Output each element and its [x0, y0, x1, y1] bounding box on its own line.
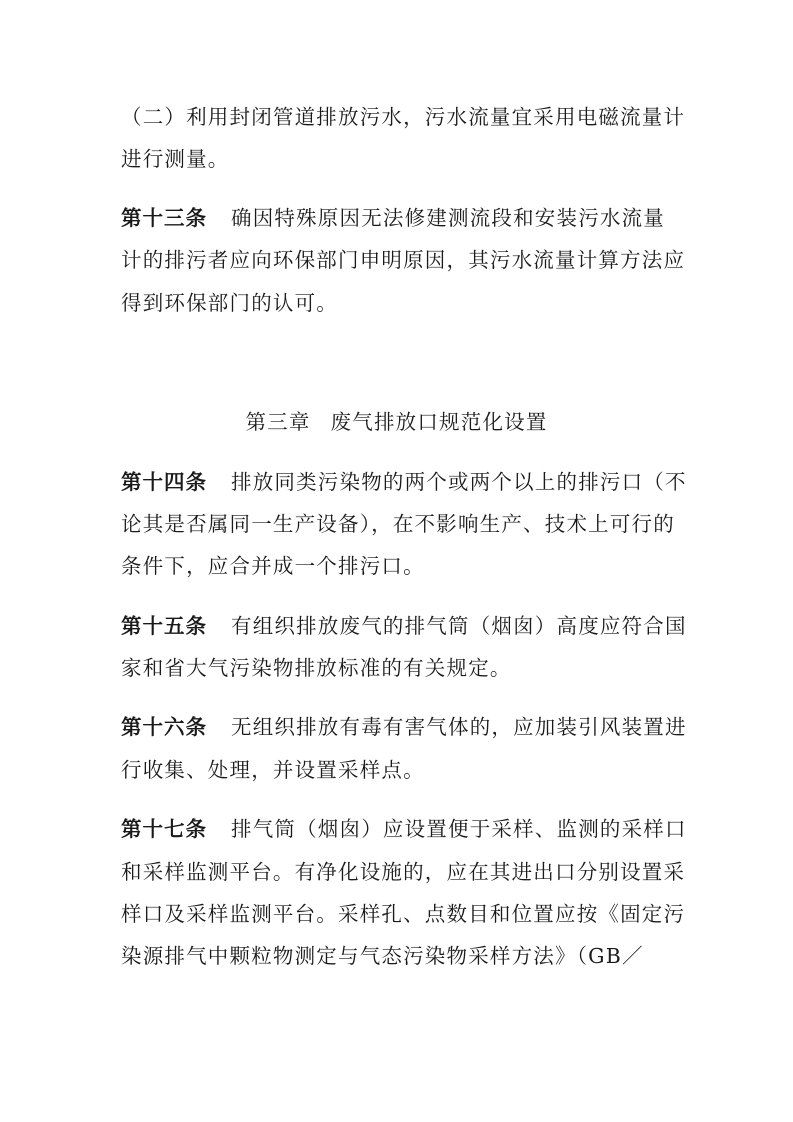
article-14-line-2: 论其是否属同一生产设备），在不影响生产、技术上可行的	[121, 512, 675, 536]
article-17-line-1	[121, 816, 687, 842]
item2-line-2: 进行测量。	[121, 147, 230, 171]
article-14-line-3: 条件下，应合并成一个排污口。	[121, 554, 425, 578]
item2-line-1: （二）利用封闭管道排放污水，污水流量宜采用电磁流量计	[121, 105, 686, 129]
article-14-line-1	[121, 469, 687, 495]
article-15-line-1	[121, 613, 687, 639]
chapter-title: 废气排放口规范化设置	[330, 410, 548, 434]
chapter-number: 第三章	[245, 410, 311, 434]
article-17-label: 第十七条	[121, 817, 207, 841]
article-14-label: 第十四条	[121, 470, 207, 494]
article-15-label: 第十五条	[121, 614, 207, 638]
article-17-line-3: 样口及采样监测平台。采样孔、点数目和位置应按《固定污	[121, 902, 686, 926]
article-13-label: 第十三条	[121, 206, 207, 230]
article-13-line-2: 计的排污者应向环保部门申明原因，其污水流量计算方法应	[121, 248, 686, 272]
article-13-text-1: 确因特殊原因无法修建测流段和安装污水流量	[231, 206, 665, 230]
article-14-text-1: 排放同类污染物的两个或两个以上的排污口（不	[231, 470, 687, 494]
article-16-text-1: 无组织排放有毒有害气体的，应加装引风装置进	[231, 715, 687, 739]
chapter-heading	[0, 409, 793, 435]
article-13-line-3: 得到环保部门的认可。	[121, 291, 338, 315]
article-16-line-1	[121, 714, 687, 740]
article-16-line-2: 行收集、处理，并设置采样点。	[121, 758, 425, 782]
article-17-line-2: 和采样监测平台。有净化设施的，应在其进出口分别设置采	[121, 860, 686, 884]
article-13-line-1	[121, 205, 681, 231]
article-17-text-1: 排气筒（烟囱）应设置便于采样、监测的采样口	[231, 817, 687, 841]
article-15-text-1: 有组织排放废气的排气筒（烟囱）高度应符合国	[231, 614, 687, 638]
article-17-line-4: 染源排气中颗粒物测定与气态污染物采样方法》（GB／	[121, 944, 644, 968]
article-16-label: 第十六条	[121, 715, 207, 739]
article-15-line-2: 家和省大气污染物排放标准的有关规定。	[121, 656, 512, 680]
